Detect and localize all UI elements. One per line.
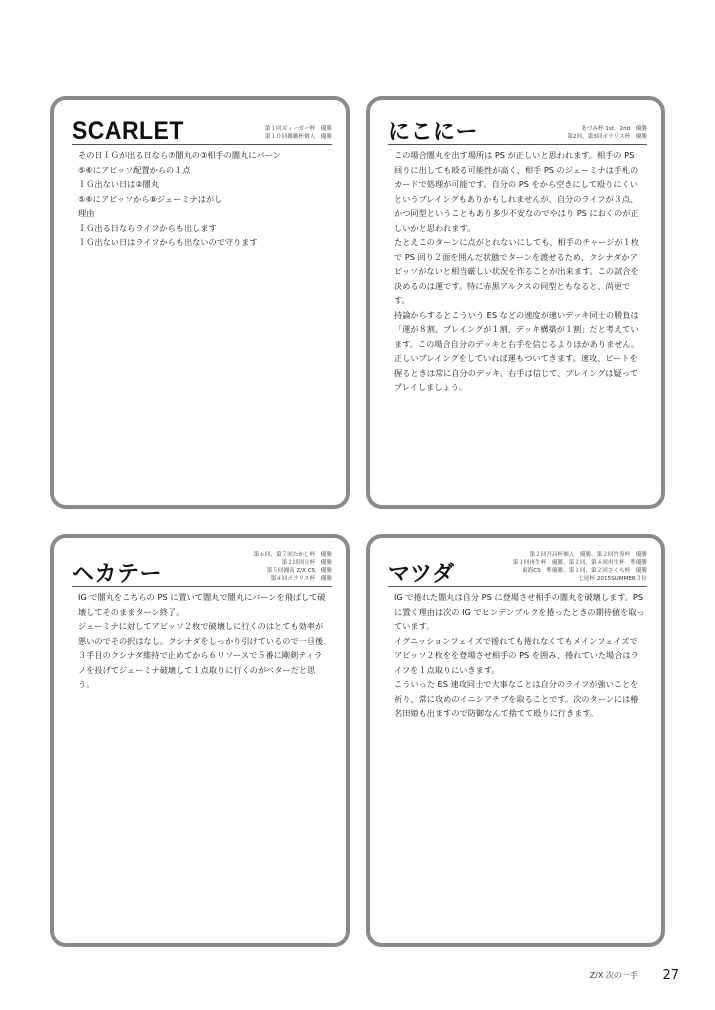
tournament-results [265,125,332,141]
card-body [78,590,330,692]
result-line: 第５回湘南 Z/X CS 優勝 [266,568,332,574]
body-line: ⑤⑥にアビッソから⑧ジェーミナはがし [78,193,223,204]
body-line: 理由 [78,208,95,218]
result-line: 第１回再生杯 優勝、第２回、第４回再生杯 準優勝 [512,560,647,566]
result-line: 第４回ポラリス杯 優勝 [270,576,332,582]
card-body [394,590,645,721]
card-header [388,550,647,587]
card-matsuda [366,534,665,947]
result-line: 七尾杯 2015SUMMER３位 [578,576,647,582]
result-line: 第１回ズィーガー杯 優勝 [264,126,332,132]
body-paragraph: IG で闇丸をこちらの PS に置いて闇丸で闇丸にバーンを飛ばして破壊してそのままターン終了。 [78,592,326,617]
card-header [388,108,647,145]
result-line: 第2回、第3回ポラリス杯 優勝 [567,134,647,140]
player-name: マツダ [388,562,455,587]
body-paragraph: イグニッションフェイズで捲れても捲れなくてもメインフェイズでアビッソ２枚をを登場させ相手の PS を囲み、捲れていた場合はライフを１点取りにいきます。 [394,635,639,675]
body-line: ＩＧ出ない日は②闇丸 [78,179,160,189]
tournament-results [254,551,332,583]
player-name: にこにー [388,120,479,145]
body-paragraph: この場合闇丸を出す場所は PS が正しいと思われます。相手の PS 回りに出しても殴る可能性が高く、相手 PS のジェーミナは手札のカードで処理が可能です。自分の PS をから空きにして殴りにくいというプレイングもありかもしれませんが、自分のライフが３点、かつ同型ということもあり多少不安なのでやはり PS におくのが正しいかと思われます。 [394,150,639,233]
body-paragraph: 持論からするとこういう ES などの速度が速いデッキ同士の勝負は「運が８割、プレイングが１割、デッキ構築が１割」だと考えています。この場合自分のデッキと右手を信じるよりほかありません。正しいプレイングをしていれば運もついてきます。速攻、ビートを握るときは常に自分のデッキ、右手は信じて、プレイングは疑ってプレイしましょう。 [394,309,640,392]
card-body [78,148,330,250]
result-line: 第２回吾昌杯個人 優勝、第２回竹蓼杯 優勝 [529,552,647,558]
body-line: ＩＧ出る日ならライフからも出します [78,222,217,233]
page-number: 27 [662,968,679,983]
card-body [394,148,645,395]
result-line: 東海CS 準優勝、第１回、第２回さくら杯 優勝 [522,568,647,574]
result-line: 第６回、第７回たかし杯 優勝 [253,552,332,558]
page-footer [590,968,679,983]
result-line: 第２回国立杯 優勝 [281,560,332,566]
body-paragraph: IG で捲れた闇丸は自分 PS に登場させ相手の闇丸を破壊します。PS に置く理由は次の IG でヒンデンブルクを捲ったときの期待値を取っています。 [394,592,645,631]
card-scarlet [50,96,350,509]
tournament-results [567,125,647,141]
card-hecate [50,534,350,947]
player-name: SCARLET [72,117,184,145]
body-line: その日ＩＧが出る日なら⑦闇丸の③相手の闇丸にバーン [78,150,281,160]
body-paragraph: こういった ES 速攻同士で大事なことは自分のライフが強いことを祈り、常に攻めのイニシアチブを取ることです。次のターンには椿名田姫も出ますので防御なんて捨てて殴りに行きます。 [394,679,639,718]
body-paragraph: たとえこのターンに点がとれないにしても、相手のチャージが１枚で PS 回り２面を囲んだ状態でターンを渡せるため、クシナダかアビッソがないと相当厳しい状況を作ることが出来ます。この試合を決めるのは運です。特に赤黒アルクスの同型ともなると、尚更です。 [394,237,640,305]
body-line: ＩＧ出ない日はライフからも出ないので守ります [78,237,258,247]
footer-label: Z/X 次の一手 [589,971,638,980]
player-name: ヘカテー [72,562,163,587]
result-line: 第１０回雑雑杯個人 優勝 [264,134,332,140]
tournament-results [513,551,647,583]
card-header [72,108,332,145]
body-paragraph: ジェーミナに対してアビッソ２枚で破壊しに行くのはとても効率が悪いのでその択はなし。クシナダをしっかり引けているので一旦後３手目のクシナダ維持で止めてから６リソースで５番に剛剣ティラノを投げてジェーミナ破壊して１点取りに行くのがベターだと思う。 [78,621,324,689]
result-line: あづみ杯 1st、2nd 優勝 [581,126,647,132]
card-nikoni [366,96,665,509]
body-line: ⑤⑥にアビッソ配置からの１点 [78,164,191,175]
card-header [72,550,332,587]
